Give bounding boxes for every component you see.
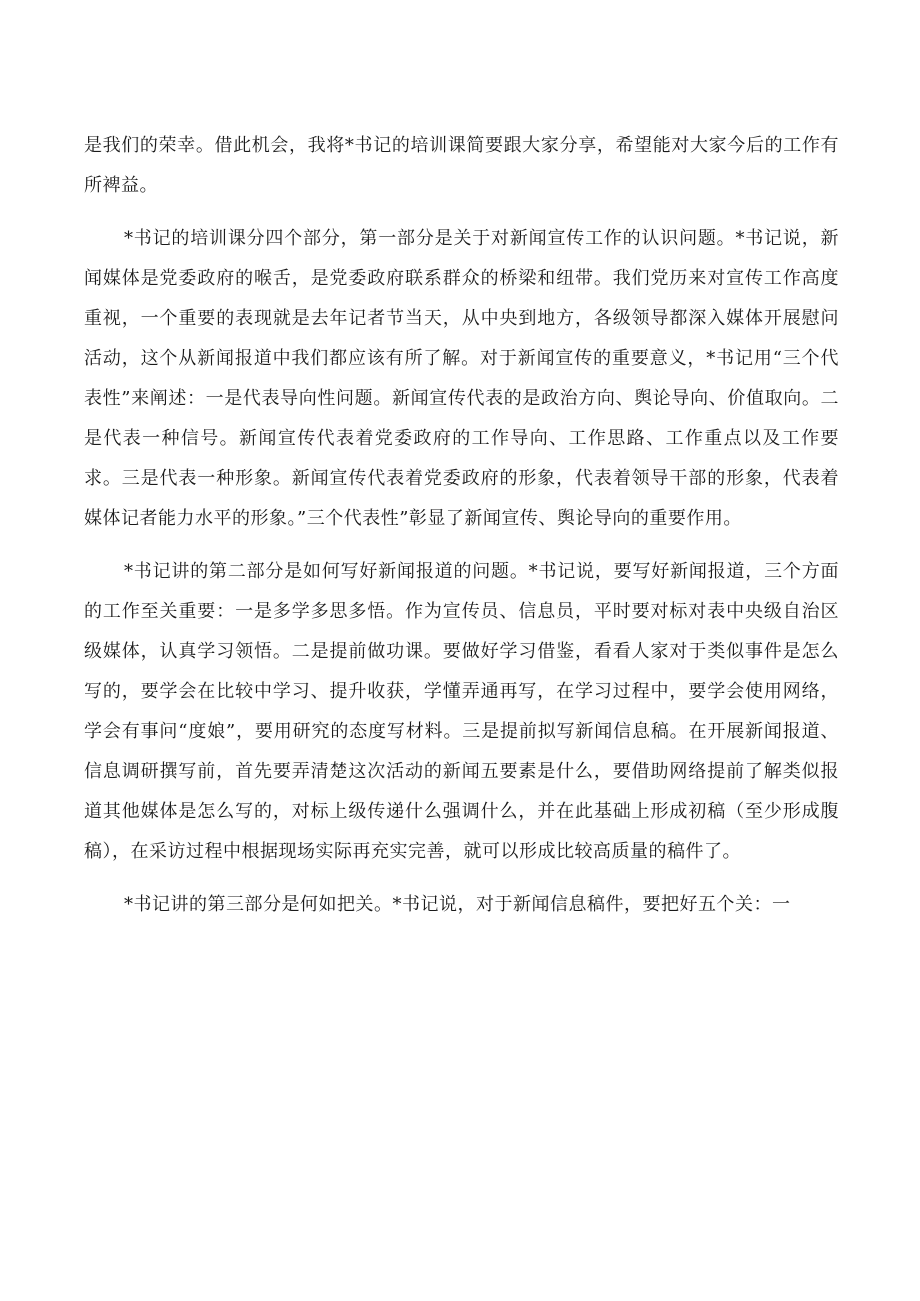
paragraph-4: *书记讲的第三部分是何如把关。*书记说，对于新闻信息稿件，要把好五个关：一 (124, 894, 791, 915)
paragraph-1: 是我们的荣幸。借此机会，我将*书记的培训课简要跟大家分享，希望能对大家今后的工作有所裨益。 (84, 135, 839, 196)
paragraph-2: *书记的培训课分四个部分，第一部分是关于对新闻宣传工作的认识问题。*书记说，新闻媒体是党委政府的喉舌，是党委政府联系群众的桥梁和纽带。我们党历来对宣传工作高度重视，一个重要的表现就是去年记者节当天，从中央到地方，各级领导都深入媒体开展慰问活动，这个从新闻报道中我们都应该有所了解。对于新闻宣传的重要意义，*书记用“三个代表性”来阐述：一是代表导向性问题。新闻宣传代表的是政治方向、舆论导向、价值取向。二是代表一种信号。新闻宣传代表着党委政府的工作导向、工作思路、工作重点以及工作要求。三是代表一种形象。新闻宣传代表着党委政府的形象，代表着领导干部的形象，代表着媒体记者能力水平的形象。”三个代表性”彰显了新闻宣传、舆论导向的重要作用。 (84, 228, 839, 529)
document-body (84, 126, 839, 938)
paragraph-3: *书记讲的第二部分是如何写好新闻报道的问题。*书记说，要写好新闻报道，三个方面的工作至关重要：一是多学多思多悟。作为宣传员、信息员，平时要对标对表中央级自治区级媒体，认真学习领悟。二是提前做功课。要做好学习借鉴，看看人家对于类似事件是怎么写的，要学会在比较中学习、提升收获，学懂弄通再写，在学习过程中，要学会使用网络，学会有事问“度娘”，要用研究的态度写材料。三是提前拟写新闻信息稿。在开展新闻报道、信息调研撰写前，首先要弄清楚这次活动的新闻五要素是什么，要借助网络提前了解类似报道其他媒体是怎么写的，对标上级传递什么强调什么，并在此基础上形成初稿（至少形成腹稿），在采访过程中根据现场实际再充实完善，就可以形成比较高质量的稿件了。 (84, 561, 839, 862)
